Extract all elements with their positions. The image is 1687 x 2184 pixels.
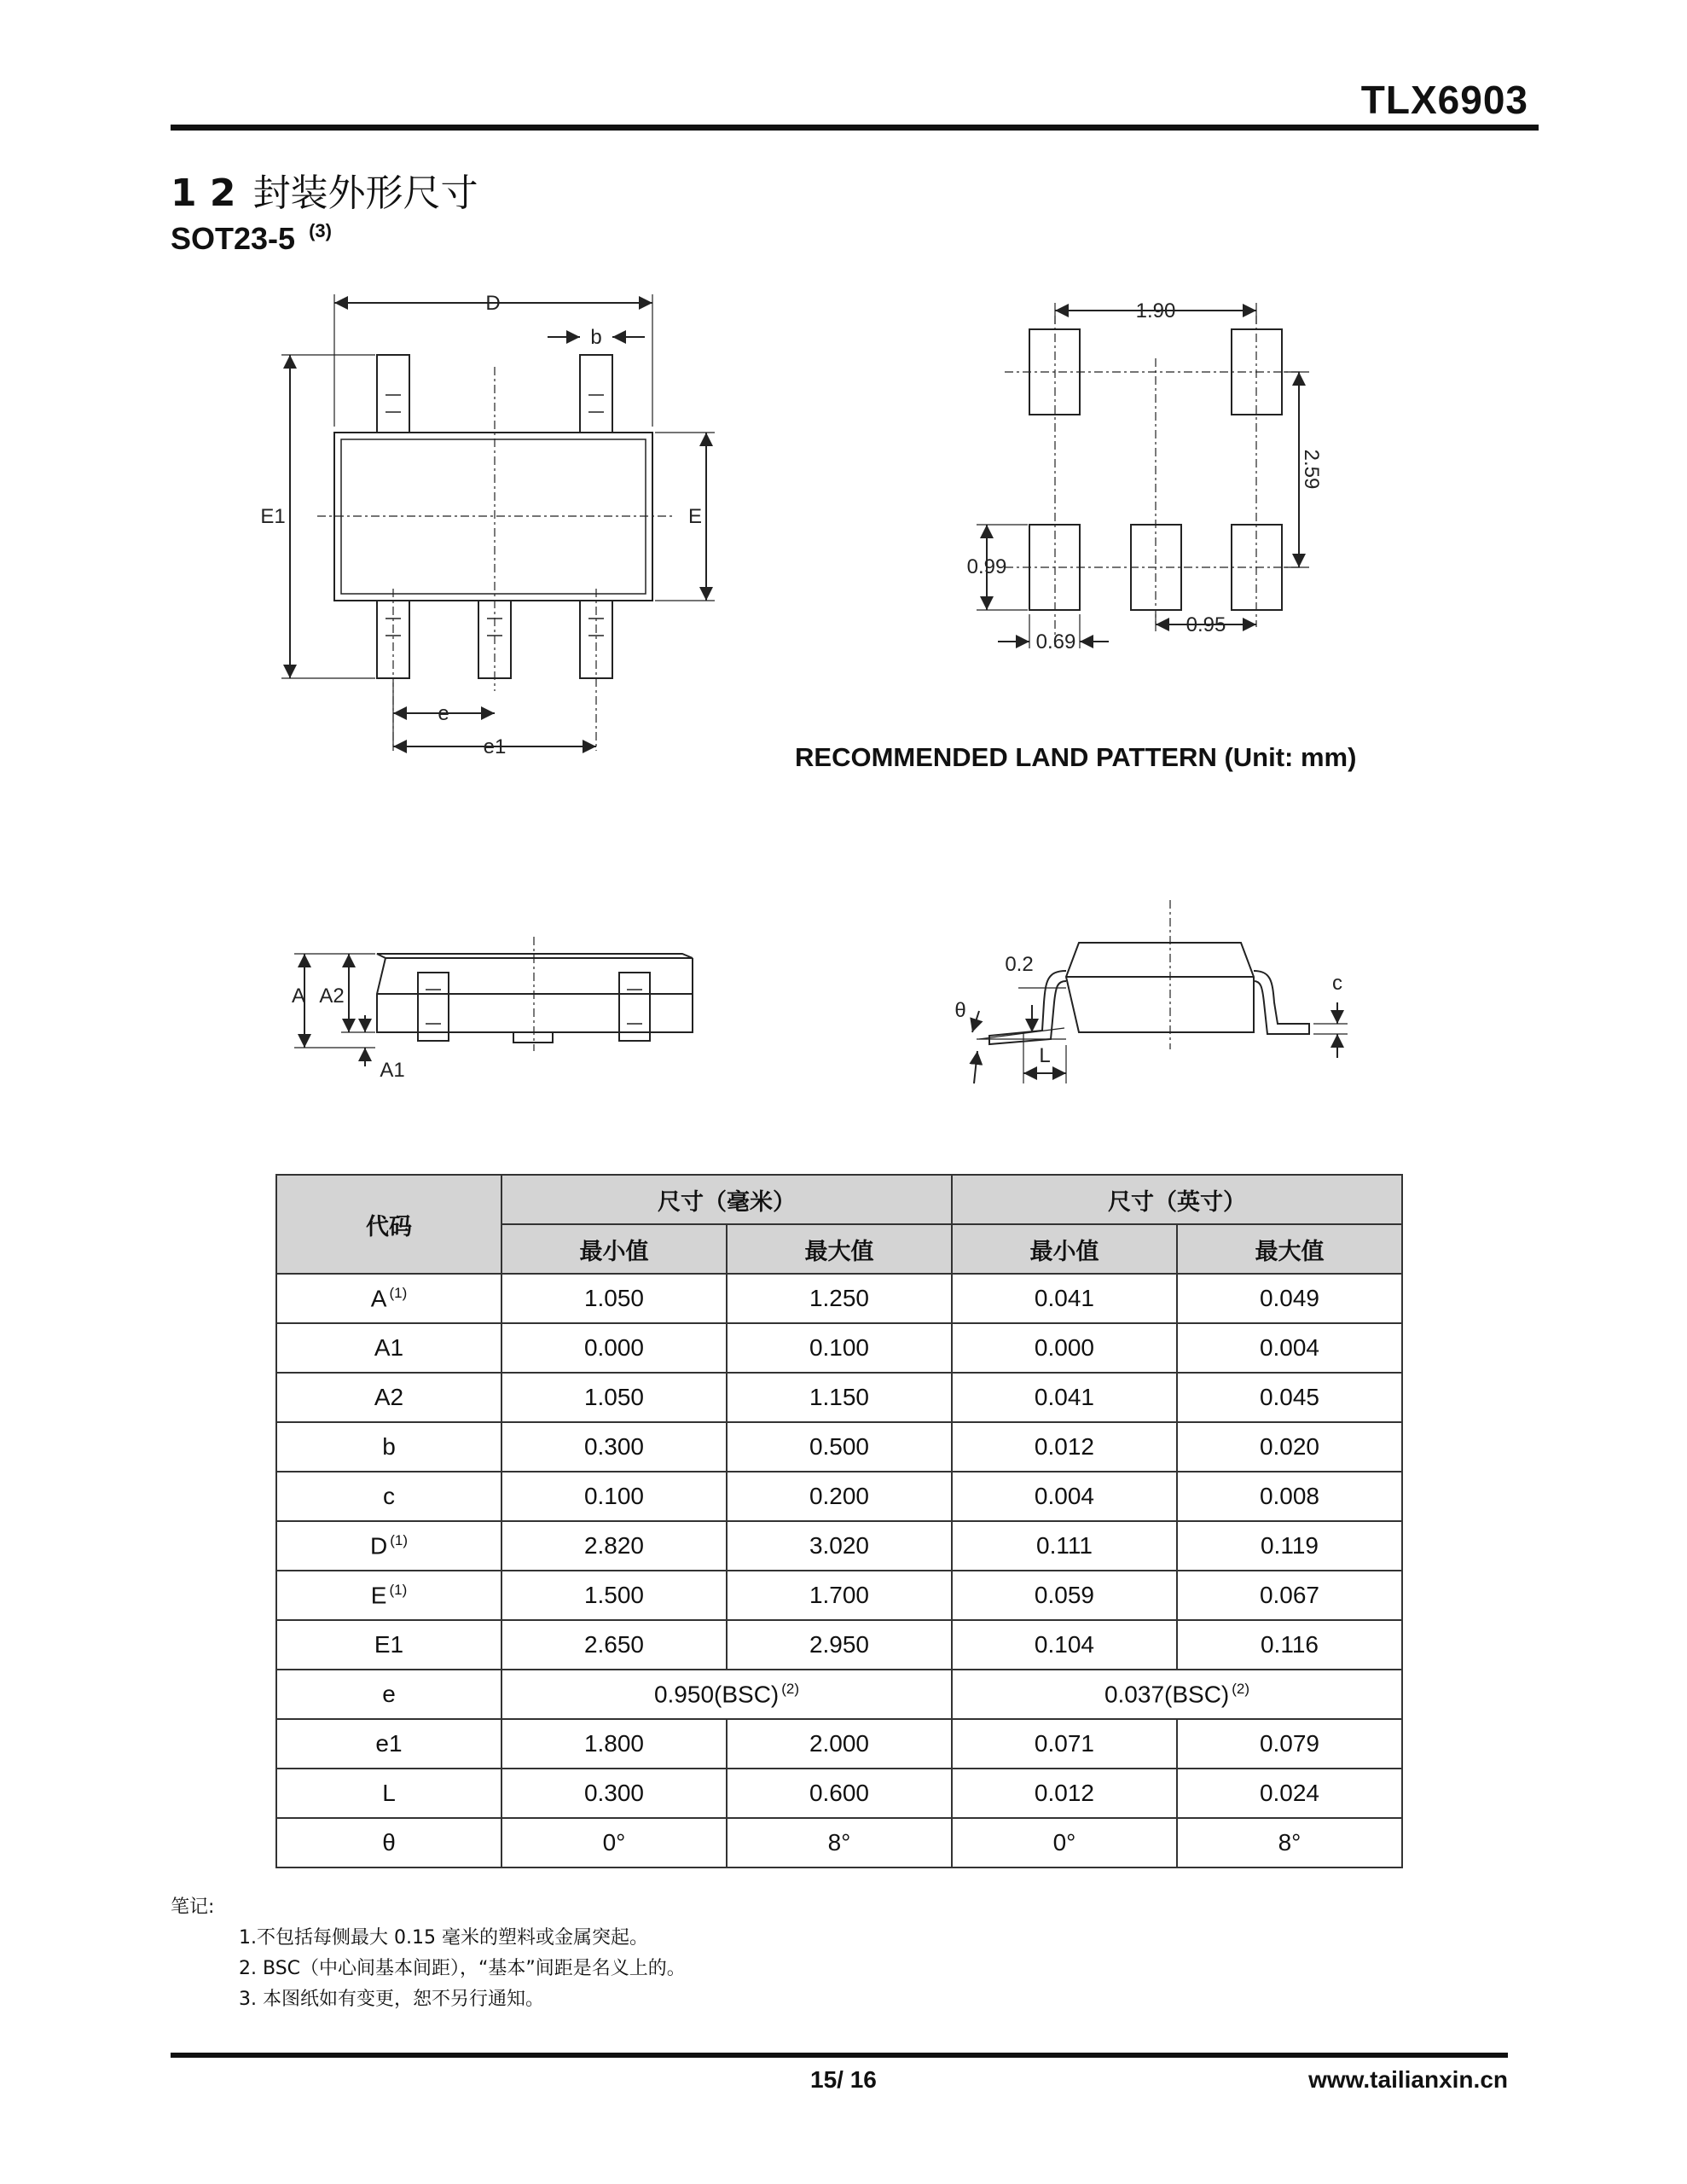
symbol-cell: e (276, 1670, 501, 1719)
header-inch-min: 最小值 (952, 1224, 1177, 1274)
table-row (276, 1818, 1402, 1867)
side-view-drawing (291, 937, 693, 1066)
inch-max-cell: 0.008 (1177, 1472, 1402, 1521)
mm-min-cell: 0.300 (501, 1422, 727, 1472)
inch-max-cell: 8° (1177, 1818, 1402, 1867)
mm-max-cell: 2.000 (727, 1719, 952, 1769)
label-E: E (687, 505, 703, 528)
land-pattern-caption: RECOMMENDED LAND PATTERN (Unit: mm) (795, 742, 1357, 772)
land-pattern-drawing (977, 303, 1309, 648)
header-code: 代码 (276, 1175, 501, 1274)
symbol-cell: D $^{(1)}$ (276, 1521, 501, 1571)
label-pitch-outer: 1.90 (1135, 299, 1176, 322)
label-b: b (590, 326, 602, 349)
side-lead-2 (619, 973, 650, 1041)
mm-max-cell: 0.100 (727, 1323, 952, 1373)
label-e: e (438, 702, 449, 725)
table-row (276, 1422, 1402, 1472)
document-title: TLX6903 (1360, 78, 1528, 122)
note-item: 2. BSC（中心间基本间距），“基本”间距是名义上的。 (239, 1958, 686, 1979)
inch-max-cell: 0.024 (1177, 1769, 1402, 1818)
symbol-cell: e1 (276, 1719, 501, 1769)
page-number: 15/ 16 (810, 2066, 877, 2093)
mm-max-cell: 2.950 (727, 1620, 952, 1670)
mm-min-cell: 2.650 (501, 1620, 727, 1670)
symbol-cell: L (276, 1769, 501, 1818)
dimension-table (275, 1174, 1403, 1868)
inch-max-cell: 0.067 (1177, 1571, 1402, 1620)
table-row (276, 1373, 1402, 1422)
symbol-cell: b (276, 1422, 501, 1472)
label-e1: e1 (483, 735, 507, 758)
table-row (276, 1323, 1402, 1373)
label-D: D (485, 292, 501, 315)
inch-max-cell: 0.045 (1177, 1373, 1402, 1422)
header-mm-min: 最小值 (501, 1224, 727, 1274)
note-item: 1.不包括每侧最大 0.15 毫米的塑料或金属突起。 (239, 1927, 648, 1949)
symbol-cell: E1 (276, 1620, 501, 1670)
inch-min-cell: 0.111 (952, 1521, 1177, 1571)
mm-min-cell: 0° (501, 1818, 727, 1867)
website-link[interactable]: www.tailianxin.cn (1308, 2066, 1508, 2093)
symbol-cell: c (276, 1472, 501, 1521)
inch-max-cell: 0.119 (1177, 1521, 1402, 1571)
package-name-text: SOT23-5 (171, 221, 296, 256)
inch-min-cell: 0.041 (952, 1373, 1177, 1422)
end-body-outline (1066, 943, 1254, 1032)
mm-max-cell: 1.150 (727, 1373, 952, 1422)
inch-max-cell: 0.049 (1177, 1274, 1402, 1323)
header-mm: 尺寸（毫米） (501, 1175, 952, 1224)
notes-label: 笔记: (171, 1896, 215, 1918)
top-view-drawing (281, 294, 715, 751)
table-row (276, 1274, 1402, 1323)
mm-min-cell: 1.800 (501, 1719, 727, 1769)
symbol-cell: A2 (276, 1373, 501, 1422)
notes-section (171, 1892, 686, 2015)
side-body-outline (377, 958, 693, 1032)
inch-min-cell: 0.004 (952, 1472, 1177, 1521)
inch-bsc-cell: 0.037(BSC) $^{(2)}$ (952, 1670, 1402, 1719)
mm-max-cell: 8° (727, 1818, 952, 1867)
table-row (276, 1472, 1402, 1521)
section-title: 封装外形尺寸 (252, 171, 478, 215)
footer-rule (171, 2053, 1508, 2058)
inch-min-cell: 0.012 (952, 1422, 1177, 1472)
label-A: A (291, 985, 306, 1008)
label-theta: θ (954, 999, 966, 1022)
mm-min-cell: 1.500 (501, 1571, 727, 1620)
mm-min-cell: 1.050 (501, 1373, 727, 1422)
table-row (276, 1670, 1402, 1719)
mm-min-cell: 0.300 (501, 1769, 727, 1818)
header-mm-max: 最大值 (727, 1224, 952, 1274)
label-E1: E1 (260, 505, 286, 528)
inch-min-cell: 0.000 (952, 1323, 1177, 1373)
mm-min-cell: 2.820 (501, 1521, 727, 1571)
label-pad-width: 0.69 (1035, 630, 1076, 653)
inch-min-cell: 0.041 (952, 1274, 1177, 1323)
mm-bsc-cell: 0.950(BSC) $^{(2)}$ (501, 1670, 952, 1719)
table-row (276, 1571, 1402, 1620)
package-note-ref: (3) (309, 220, 332, 241)
symbol-cell: θ (276, 1818, 501, 1867)
table-row (276, 1620, 1402, 1670)
symbol-cell: A $^{(1)}$ (276, 1274, 501, 1323)
table-row (276, 1521, 1402, 1571)
inch-max-cell: 0.116 (1177, 1620, 1402, 1670)
label-pad-length: 0.99 (966, 555, 1007, 578)
section-number: 1 2 (171, 171, 236, 215)
label-row-span: 2.59 (1300, 449, 1323, 490)
inch-min-cell: 0° (952, 1818, 1177, 1867)
header-inch: 尺寸（英寸） (952, 1175, 1402, 1224)
label-pitch: 0.95 (1186, 613, 1226, 636)
table-row (276, 1719, 1402, 1769)
mm-max-cell: 0.600 (727, 1769, 952, 1818)
header-inch-max: 最大值 (1177, 1224, 1402, 1274)
top-lead-1 (377, 355, 409, 433)
inch-min-cell: 0.104 (952, 1620, 1177, 1670)
mm-max-cell: 0.200 (727, 1472, 952, 1521)
symbol-cell: A1 (276, 1323, 501, 1373)
inch-max-cell: 0.020 (1177, 1422, 1402, 1472)
label-A1: A1 (380, 1059, 405, 1082)
inch-min-cell: 0.071 (952, 1719, 1177, 1769)
side-standoff (513, 1032, 553, 1043)
top-lead-2 (580, 355, 612, 433)
mm-min-cell: 0.000 (501, 1323, 727, 1373)
mm-min-cell: 1.050 (501, 1274, 727, 1323)
inch-max-cell: 0.079 (1177, 1719, 1402, 1769)
label-A2: A2 (319, 985, 345, 1008)
mm-max-cell: 3.020 (727, 1521, 952, 1571)
inch-min-cell: 0.059 (952, 1571, 1177, 1620)
note-item: 3. 本图纸如有变更，恕不另行通知。 (239, 1989, 544, 2010)
table-row (276, 1769, 1402, 1818)
label-L: L (1039, 1044, 1051, 1067)
mm-max-cell: 0.500 (727, 1422, 952, 1472)
end-lead-right (1254, 971, 1309, 1034)
end-view-drawing (972, 900, 1348, 1083)
inch-min-cell: 0.012 (952, 1769, 1177, 1818)
mm-max-cell: 1.250 (727, 1274, 952, 1323)
label-gauge: 0.2 (1005, 953, 1034, 976)
symbol-cell: E $^{(1)}$ (276, 1571, 501, 1620)
label-c: c (1332, 972, 1342, 995)
side-lead-1 (418, 973, 449, 1041)
side-top-edge (377, 954, 693, 958)
mm-min-cell: 0.100 (501, 1472, 727, 1521)
inch-max-cell: 0.004 (1177, 1323, 1402, 1373)
mm-max-cell: 1.700 (727, 1571, 952, 1620)
